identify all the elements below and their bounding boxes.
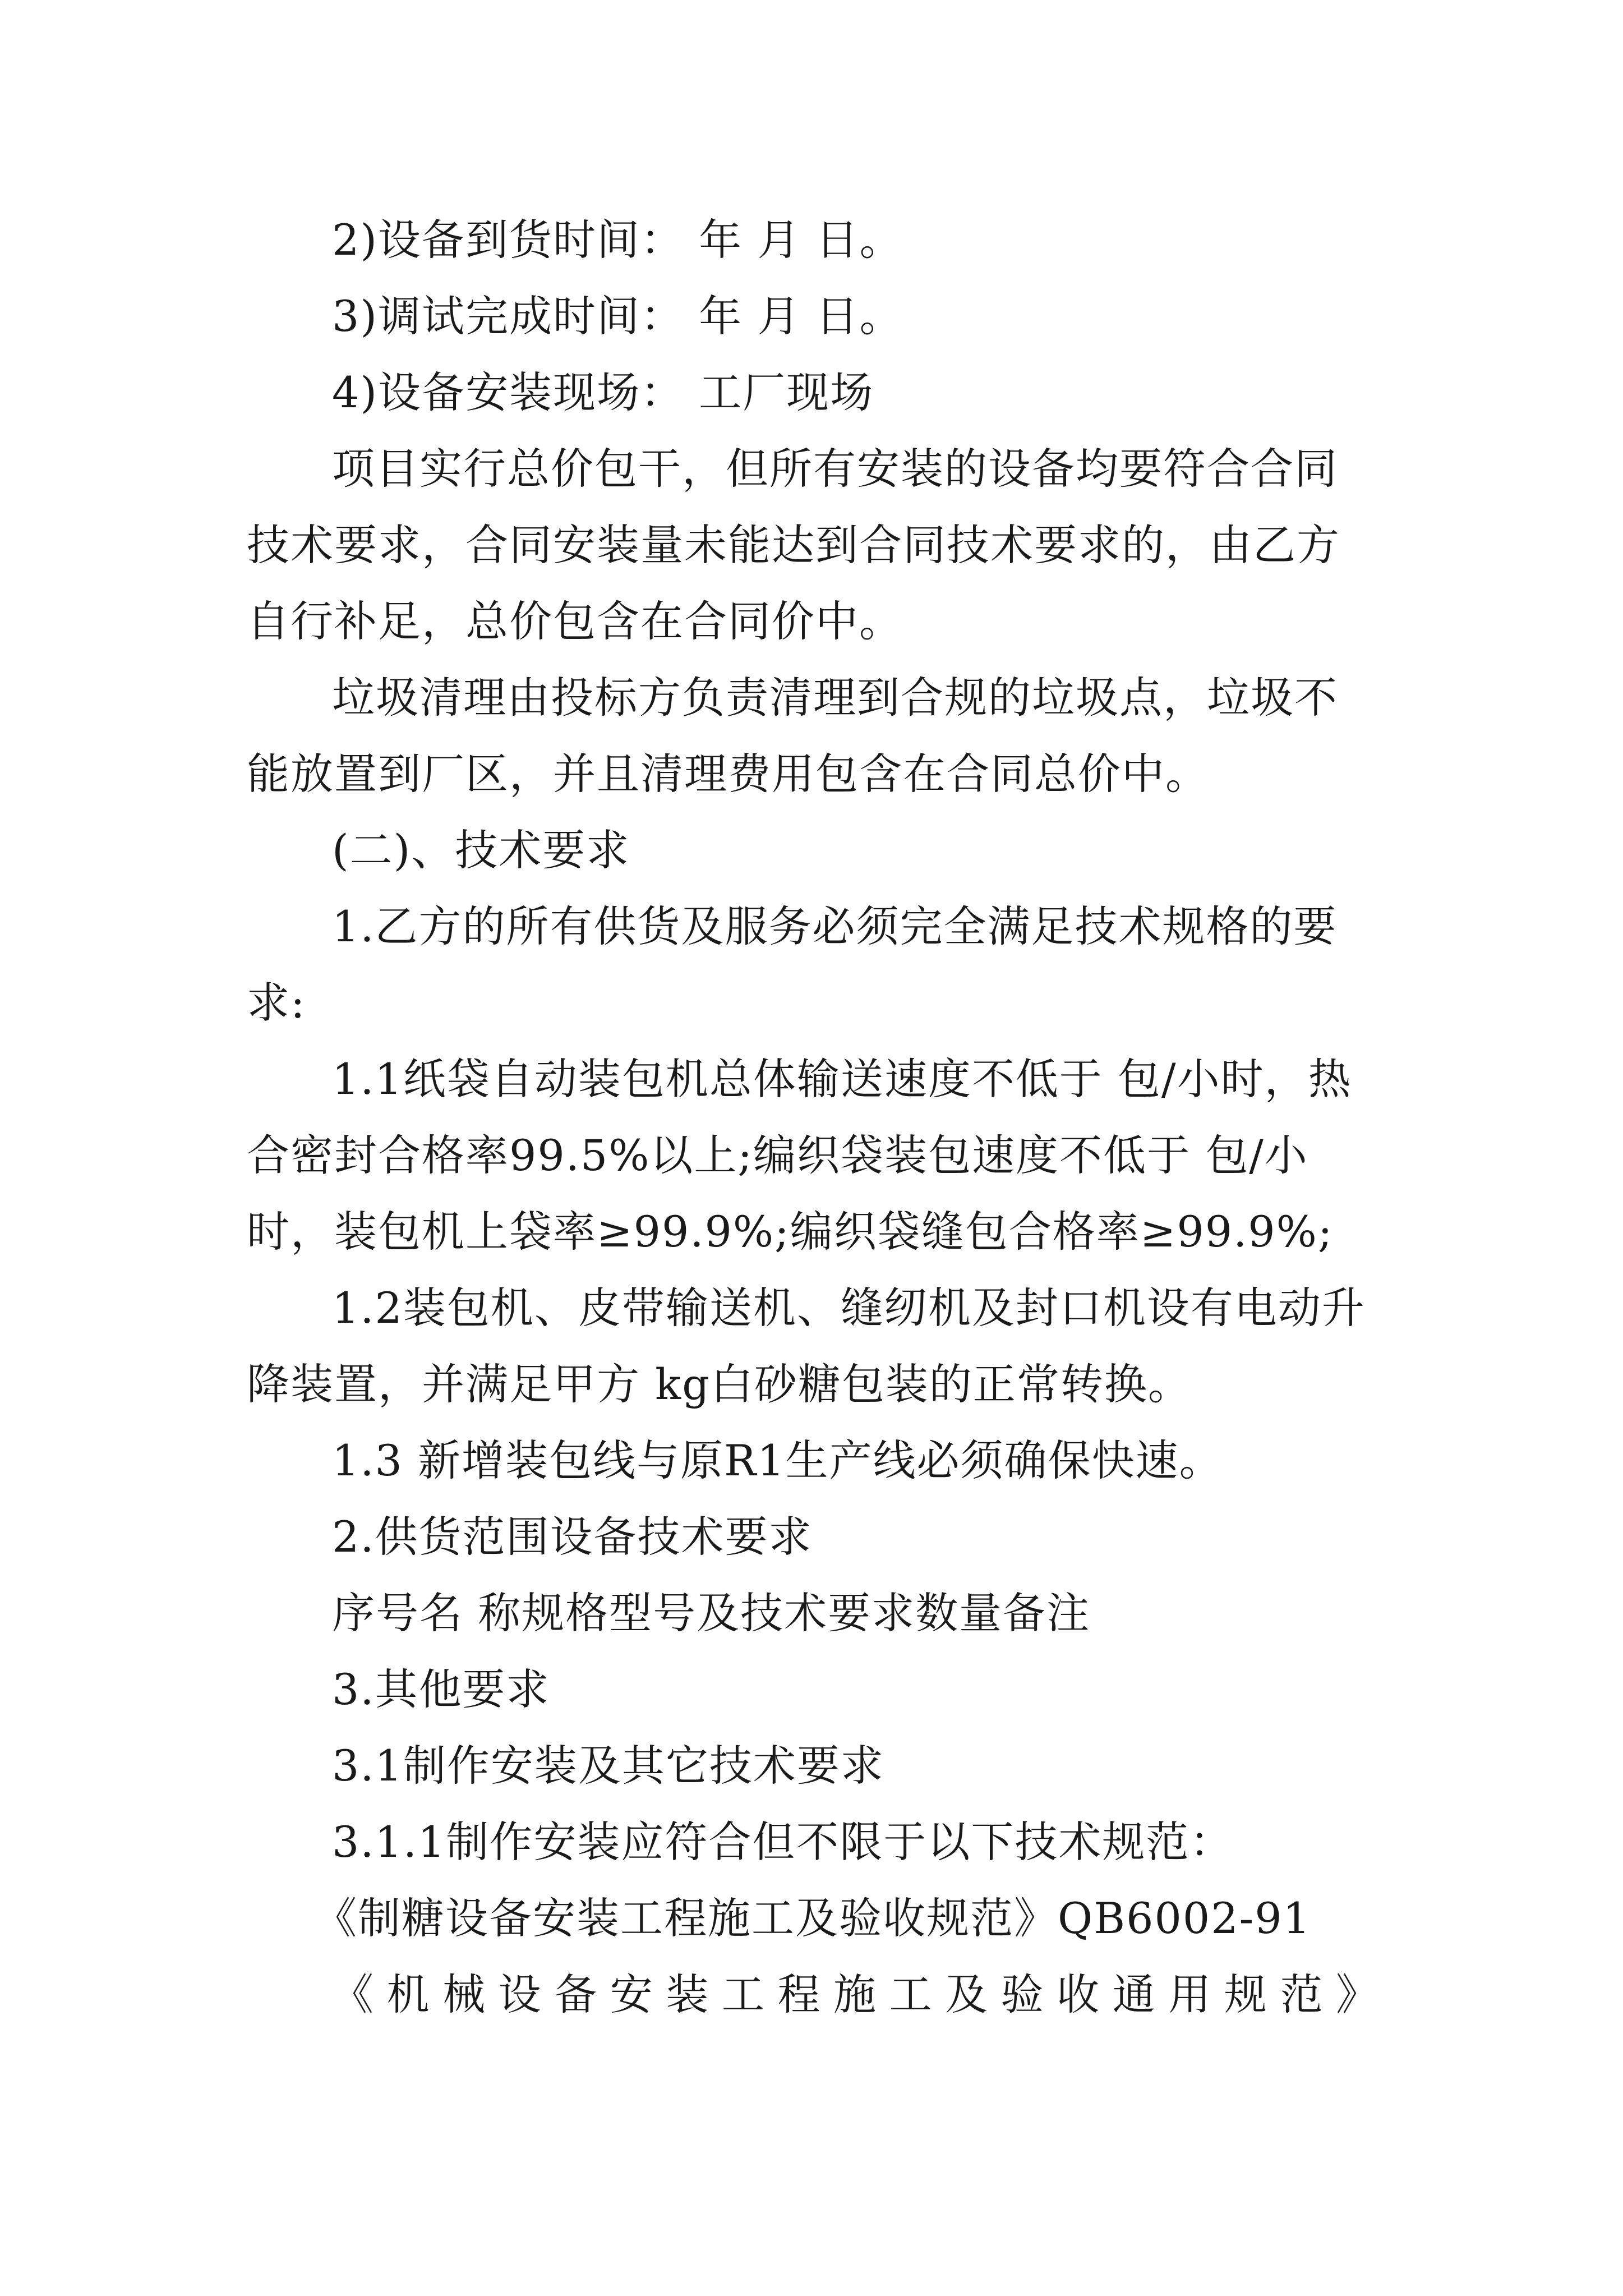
document-body xyxy=(247,202,1380,2033)
standard-qb6002: 《制糖设备安装工程施工及验收规范》QB6002-91 xyxy=(314,1893,1311,1943)
table-header-line: 序号名 称规格型号及技术要求数量备注 xyxy=(332,1588,1091,1638)
paragraph-waste-cleanup: 垃圾清理由投标方负责清理到合规的垃圾点，垃圾不能放置到厂区，并且清理费用包含在合同总价中。 xyxy=(247,673,1338,799)
paragraph-commissioning-time: 3)调试完成时间： 年 月 日。 xyxy=(332,291,903,341)
standard-general-machinery: 《机械设备安装工程施工及验收通用规范》 xyxy=(331,1970,1380,2019)
paragraph-requirement-1-3: 1.3 新增装包线与原R1生产线必须确保快速。 xyxy=(332,1435,1223,1485)
section-heading-technical-requirements: (二)、技术要求 xyxy=(332,825,630,875)
paragraph-install-site: 4)设备安装现场： 工厂现场 xyxy=(332,367,874,417)
paragraph-requirement-2: 2.供货范围设备技术要求 xyxy=(332,1512,813,1562)
paragraph-requirement-3-1-1: 3.1.1制作安装应符合但不限于以下技术规范： xyxy=(332,1817,1234,1867)
paragraph-requirement-1: 1.乙方的所有供货及服务必须完全满足技术规格的要求: xyxy=(247,901,1338,1028)
paragraph-requirement-1-2: 1.2装包机、皮带输送机、缝纫机及封口机设有电动升降装置，并满足甲方 kg白砂糖包装的正常转换。 xyxy=(247,1283,1366,1409)
paragraph-lump-sum: 项目实行总价包干，但所有安装的设备均要符合合同技术要求，合同安装量未能达到合同技术要求的，由乙方自行补足，总价包含在合同价中。 xyxy=(247,444,1340,646)
paragraph-requirement-3-1: 3.1制作安装及其它技术要求 xyxy=(332,1741,884,1791)
paragraph-delivery-time: 2)设备到货时间： 年 月 日。 xyxy=(332,215,903,265)
paragraph-requirement-3: 3.其他要求 xyxy=(332,1664,550,1714)
paragraph-requirement-1-1: 1.1纸袋自动装包机总体输送速度不低于 包/小时，热合密封合格率99.5%以上;编织袋装包速度不低于 包/小时，装包机上袋率≥99.9%;编织袋缝包合格率≥99.9%; xyxy=(247,1054,1352,1257)
